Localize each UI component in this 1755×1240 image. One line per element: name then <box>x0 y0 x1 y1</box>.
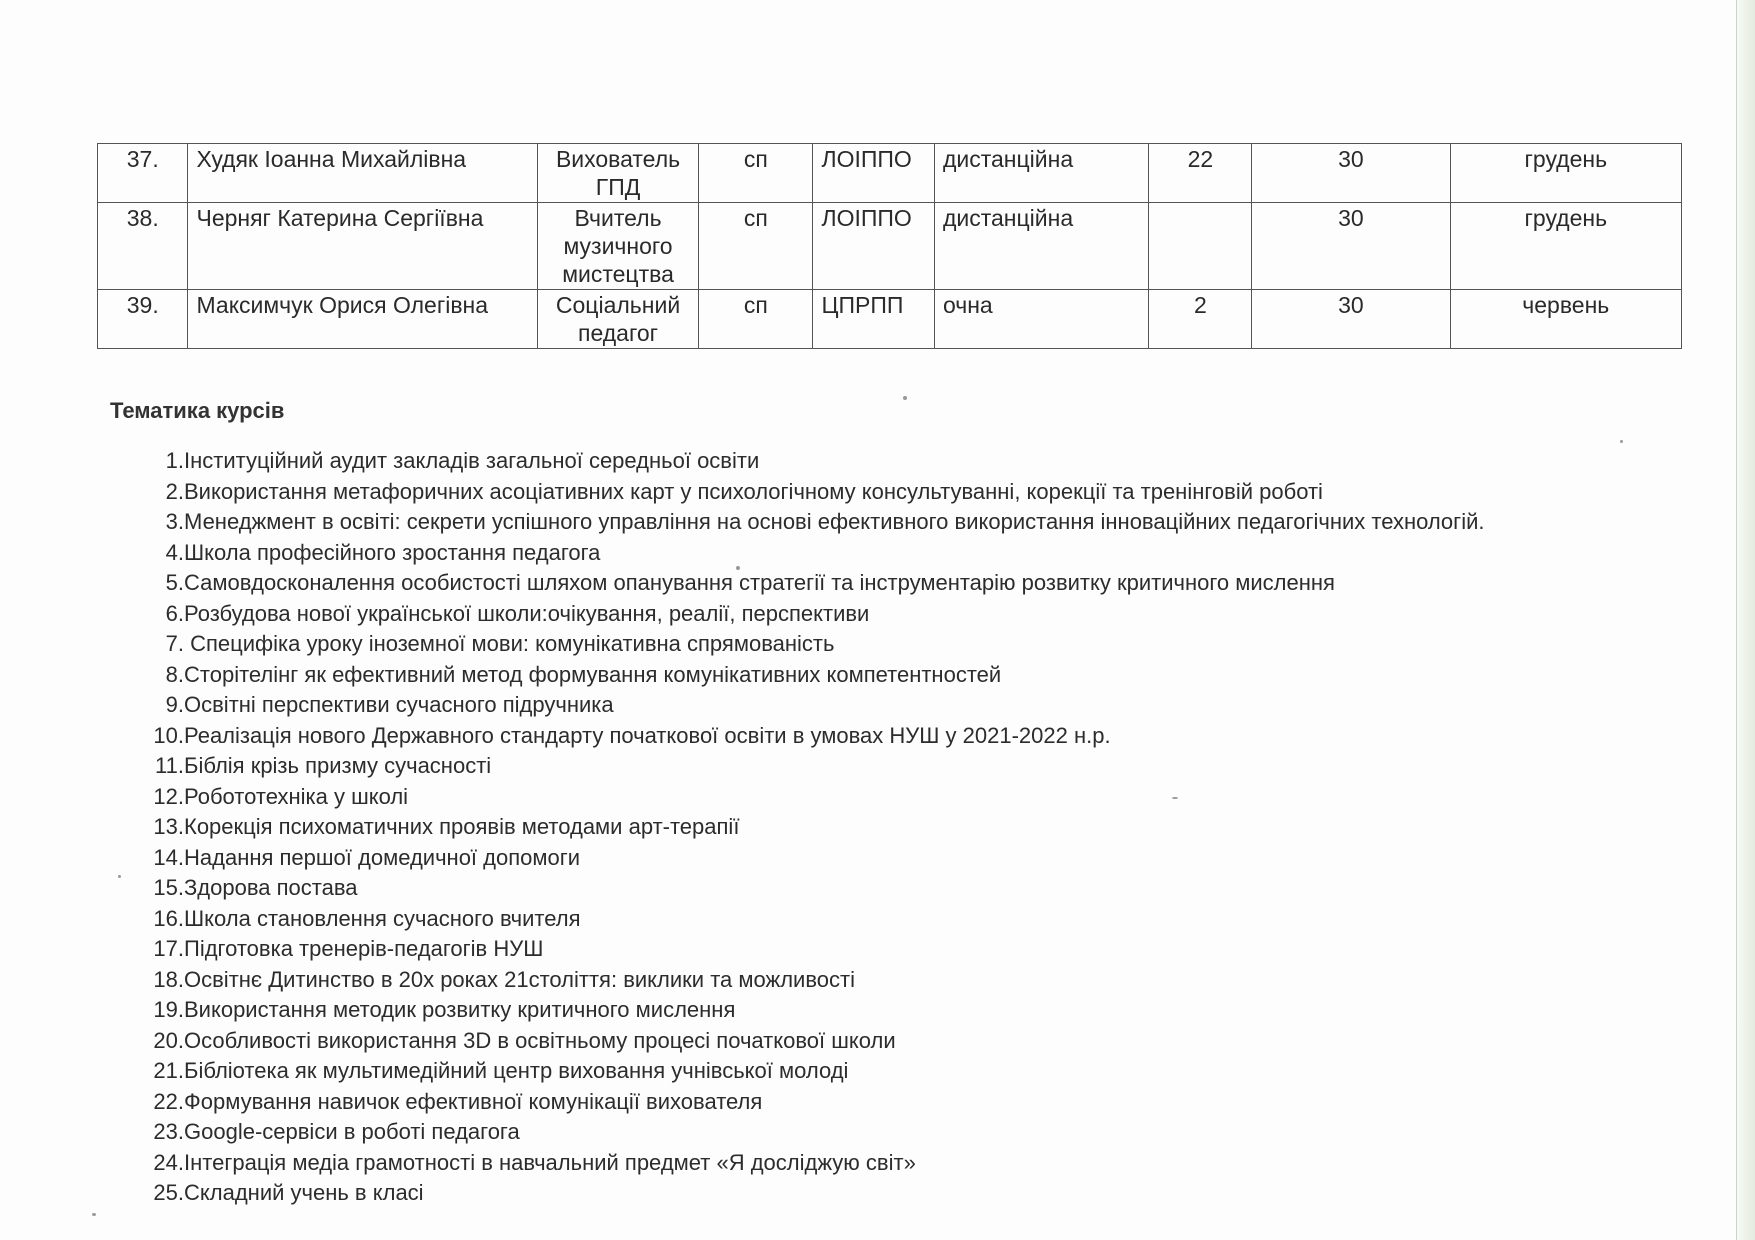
course-total-hours: 30 <box>1252 290 1450 349</box>
item-number: 14. <box>153 844 184 870</box>
item-text: Здорова постава <box>184 875 358 900</box>
item-text: Менеджмент в освіті: секрети успішного управління на основі ефективного використання інноваційних педагогічних технологій. <box>184 509 1485 534</box>
item-number: 22. <box>153 1088 184 1114</box>
course-month: грудень <box>1450 203 1681 290</box>
table-row <box>98 290 1682 349</box>
list-item <box>140 538 1670 569</box>
teacher-name: Максимчук Орися Олегівна <box>188 290 537 349</box>
scanned-page-edge <box>1736 0 1755 1240</box>
item-text: Бібліотека як мультимедійний центр виховання учнівської молоді <box>184 1058 849 1083</box>
teacher-name: Черняг Катерина Сергіївна <box>188 203 537 290</box>
teacher-position: Соціальний педагог <box>537 290 698 349</box>
list-item <box>140 1026 1670 1057</box>
item-number: 13. <box>153 814 184 839</box>
item-text: Використання методик розвитку критичного мислення <box>184 997 736 1022</box>
scan-speck <box>92 1213 96 1216</box>
item-number: 24. <box>153 1149 184 1175</box>
item-text: Використання метафоричних асоціативних карт у психологічному консультуванні, корекції та тренінговій роботі <box>184 478 1323 504</box>
item-text: Самовдосконалення особистості шляхом опанування стратегії та інструментарію розвитку критичного мислення <box>184 570 1335 595</box>
item-text: Сторітелінг як ефективний метод формування комунікативних компетентностей <box>184 661 1002 687</box>
item-text: Специфіка уроку іноземної мови: комунікативна спрямованість <box>184 631 835 656</box>
list-item <box>140 477 1670 508</box>
row-number: 37. <box>98 144 188 203</box>
item-number: 5. <box>165 570 184 595</box>
item-number: 17. <box>153 936 184 961</box>
list-item <box>140 1117 1670 1148</box>
item-number: 15. <box>153 875 184 900</box>
list-item <box>140 934 1670 965</box>
item-text: Робототехніка у школі <box>184 783 409 809</box>
scan-speck <box>736 566 740 570</box>
teacher-position: Вихователь ГПД <box>537 144 698 203</box>
list-item <box>140 1087 1670 1118</box>
teacher-category: сп <box>699 144 813 203</box>
list-item <box>140 507 1670 538</box>
list-item <box>140 812 1670 843</box>
course-form: дистанційна <box>934 203 1149 290</box>
list-item <box>140 446 1670 477</box>
item-text: Реалізація нового Державного стандарту початкової освіти в умовах НУШ у 2021-2022 н.р. <box>184 722 1111 748</box>
item-number: 11. <box>155 753 184 778</box>
item-number: 10. <box>153 722 184 748</box>
item-number: 9. <box>165 692 184 717</box>
list-item <box>140 843 1670 874</box>
course-hours: 22 <box>1149 144 1252 203</box>
item-number: 6. <box>165 600 184 626</box>
list-item <box>140 873 1670 904</box>
item-number: 20. <box>153 1027 184 1053</box>
scan-speck <box>1172 797 1178 799</box>
list-item <box>140 599 1670 630</box>
item-number: 21. <box>153 1058 184 1083</box>
scan-speck <box>903 396 907 400</box>
list-item <box>140 751 1670 782</box>
table-row <box>98 144 1682 203</box>
teacher-category: сп <box>699 203 813 290</box>
item-text: Надання першої домедичної допомоги <box>184 844 581 870</box>
course-organizer: ЛОІППО <box>813 203 934 290</box>
item-text: Підготовка тренерів-педагогів НУШ <box>184 936 544 961</box>
scan-speck <box>118 875 121 878</box>
item-number: 3. <box>165 509 184 534</box>
list-item <box>140 995 1670 1026</box>
list-item <box>140 965 1670 996</box>
list-item <box>140 782 1670 813</box>
course-total-hours: 30 <box>1252 144 1450 203</box>
item-text: Складний учень в класі <box>184 1180 424 1205</box>
item-number: 4. <box>165 539 184 565</box>
list-item <box>140 660 1670 691</box>
teacher-name: Худяк Іоанна Михайлівна <box>188 144 537 203</box>
list-item <box>140 1178 1670 1209</box>
course-organizer: ЛОІППО <box>813 144 934 203</box>
item-text: Освітні перспективи сучасного підручника <box>184 692 614 717</box>
item-number: 16. <box>153 905 184 931</box>
item-text: Школа становлення сучасного вчителя <box>184 905 581 931</box>
list-item <box>140 721 1670 752</box>
list-item <box>140 1148 1670 1179</box>
item-number: 1. <box>165 448 184 473</box>
row-number: 38. <box>98 203 188 290</box>
item-text: Корекція психоматичних проявів методами арт-терапії <box>184 814 740 839</box>
item-text: Біблія крізь призму сучасності <box>184 753 492 778</box>
course-hours: 2 <box>1149 290 1252 349</box>
course-organizer: ЦПРПП <box>813 290 934 349</box>
course-form: дистанційна <box>934 144 1149 203</box>
item-text: Інтеграція медіа грамотності в навчальний предмет «Я досліджую світ» <box>184 1149 916 1175</box>
table-row <box>98 203 1682 290</box>
item-number: 25. <box>153 1180 184 1205</box>
item-text: Формування навичок ефективної комунікації вихователя <box>184 1088 763 1114</box>
course-month: грудень <box>1450 144 1681 203</box>
item-number: 7. <box>165 631 184 656</box>
item-text: Розбудова нової української школи:очікування, реалії, перспективи <box>184 600 870 626</box>
course-month: червень <box>1450 290 1681 349</box>
scan-speck <box>1620 440 1623 443</box>
course-total-hours: 30 <box>1252 203 1450 290</box>
item-number: 8. <box>165 661 184 687</box>
course-form: очна <box>934 290 1149 349</box>
list-item <box>140 904 1670 935</box>
teacher-position: Вчитель музичного мистецтва <box>537 203 698 290</box>
item-text: Інституційний аудит закладів загальної середньої освіти <box>184 448 760 473</box>
course-topics-list <box>140 446 1670 1209</box>
course-topics-heading: Тематика курсів <box>110 398 285 423</box>
staff-courses-table <box>97 143 1682 349</box>
list-item <box>140 1056 1670 1087</box>
teacher-category: сп <box>699 290 813 349</box>
item-number: 2. <box>165 478 184 504</box>
item-number: 19. <box>153 997 184 1022</box>
item-text: Google-сервіси в роботі педагога <box>184 1119 520 1144</box>
item-text: Освітнє Дитинство в 20х роках 21століття: виклики та можливості <box>184 966 855 992</box>
list-item <box>140 568 1670 599</box>
item-number: 23. <box>153 1119 184 1144</box>
row-number: 39. <box>98 290 188 349</box>
item-text: Особливості використання 3D в освітньому процесі початкової школи <box>184 1027 896 1053</box>
item-number: 12. <box>153 783 184 809</box>
list-item <box>140 629 1670 660</box>
item-number: 18. <box>153 966 184 992</box>
item-text: Школа професійного зростання педагога <box>184 539 601 565</box>
course-hours <box>1149 203 1252 290</box>
list-item <box>140 690 1670 721</box>
